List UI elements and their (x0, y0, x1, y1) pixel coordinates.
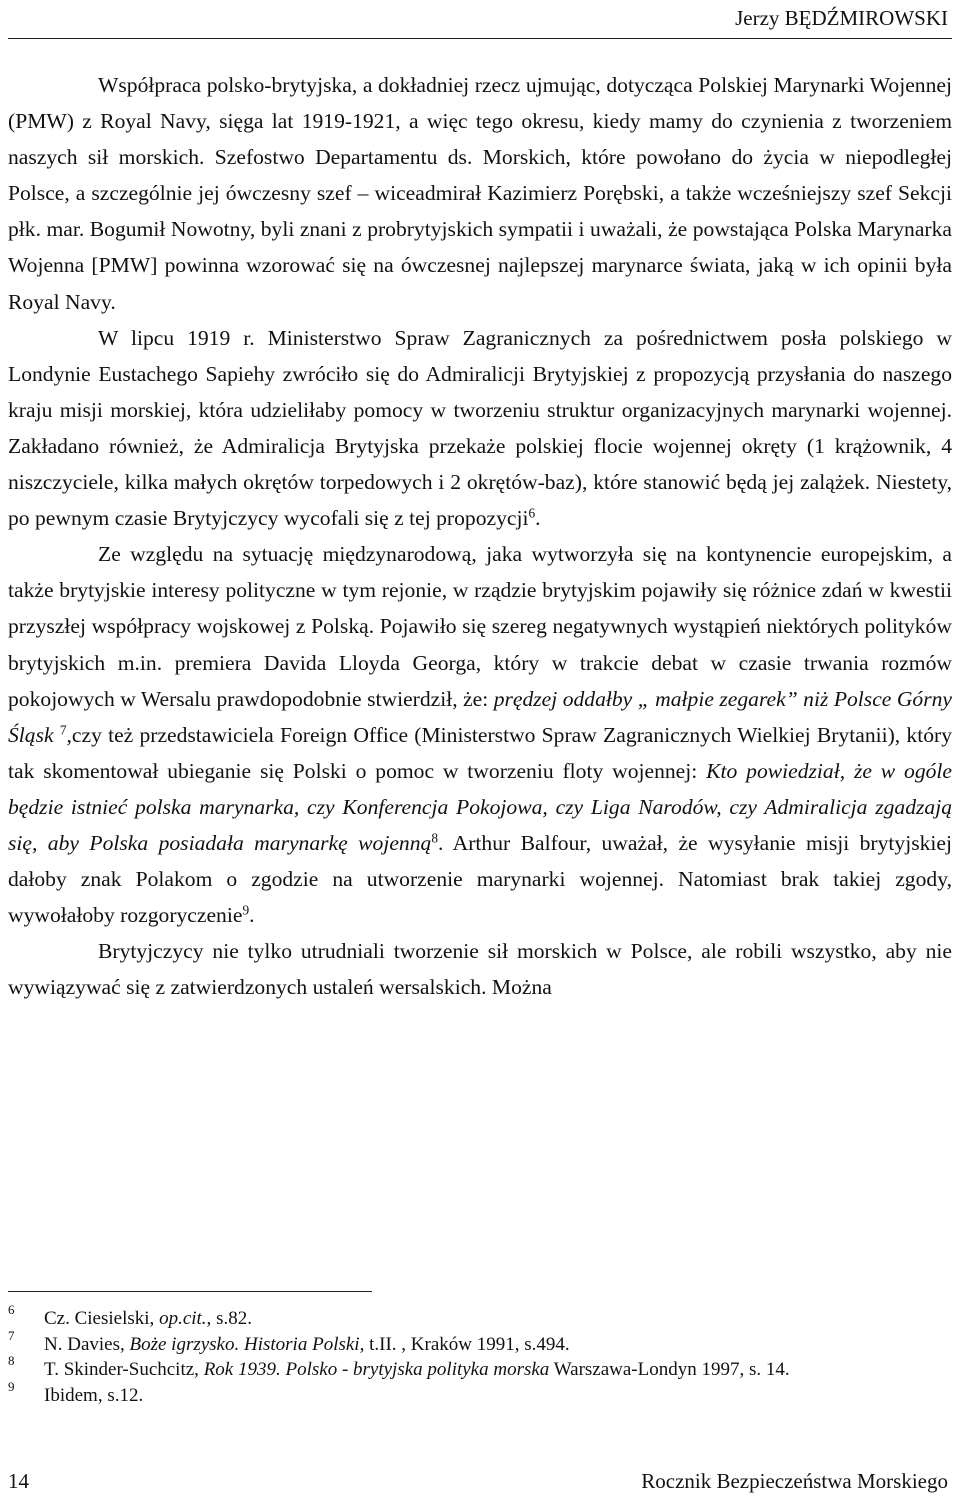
paragraph-3: Ze względu na sytuację międzynarodową, jaka wytworzyła się na kontynencie europejskim, a także brytyjskie interesy polityczne w tym rejonie, w rządzie brytyjskim pojawiły się różnice zdań w kwestii przyszłej współpracy wojskowej z Polską. Pojawiło się szereg negatywnych wystąpień niektórych polityków brytyjskich m.in. premiera Davida Lloyda Georga, który w trakcie debat w czasie trwania rozmów pokojowych w Wersalu prawdopodobnie stwierdził, że: prędzej oddałby „ małpie zegarek” niż Polsce Górny Śląsk $^7$,czy też przedstawiciela Foreign Office (Ministerstwo Spraw Zagranicznych Wielkiej Brytanii), który tak skomentował ubieganie się Polski o pomoc w tworzeniu floty wojennej: Kto powiedział, że w ogóle będzie istnieć polska marynarka, czy Konferencja Pokojowa, czy Liga Narodów, czy Admiralicja zgadzają się, aby Polska posiadała marynarkę wojenną$^8$. Arthur Balfour, uważał, że wysyłanie misji brytyjskiej dałoby znak Polakom o zgodzie na utworzenie marynarki wojennej. Natomiast brak takiej zgody, wywołałoby rozgoryczenie$^9$. (8, 542, 953, 928)
footnote-number: 6 (8, 1302, 15, 1317)
footnote-6: 6 Cz. Ciesielski, op.cit., s.82. (8, 1306, 952, 1332)
footnote-number: 8 (8, 1353, 15, 1368)
paragraph-2: W lipcu 1919 r. Ministerstwo Spraw Zagranicznych za pośrednictwem posła polskiego w Londynie Eustachego Sapiehy zwróciło się do Admiralicji Brytyjskiej z propozycją przysłania do naszego kraju misji morskiej, która udzieliłaby pomocy w tworzeniu struktur organizacyjnych marynarki wojennej. Zakładano również, że Admiralicja Brytyjska przekaże polskiej flocie wojennej okręty (1 krążownik, 4 niszczyciele, kilka małych okrętów torpedowych i 2 okrętów-baz), które stanowić będą jej zalążek. Niestety, po pewnym czasie Brytyjczycy wycofali się z tej propozycji$^6$. (8, 325, 952, 531)
footnote-number: 9 (8, 1378, 15, 1394)
article-body (8, 67, 952, 1005)
footnote-9: 9 Ibidem, s.12. (8, 1383, 952, 1409)
footnote-ref-6[interactable]: 6 (528, 505, 536, 521)
journal-title: Rocznik Bezpieczeństwa Morskiego (641, 1469, 948, 1493)
footnote-7: 7 N. Davies, Boże igrzysko. Historia Polski, t.II. , Kraków 1991, s.494. (8, 1332, 952, 1358)
footnote-number: 7 (8, 1327, 15, 1343)
footnote-8: 8 T. Skinder-Suchcitz, Rok 1939. Polsko - brytyjska polityka morska Warszawa-Londyn 1997, s. 14. (8, 1357, 952, 1383)
paragraph-4: Brytyjczycy nie tylko utrudniali tworzenie sił morskich w Polsce, ale robili wszystko, aby nie wywiązywać się z zatwierdzonych ustaleń wersalskich. Można (8, 939, 952, 1000)
footnote-ref-7[interactable]: 7 (59, 722, 67, 738)
footnote-ref-8[interactable]: 8 (431, 830, 438, 846)
quote-lloyd-george: prędzej oddałby „ małpie zegarek” niż Polsce Górny Śląsk (8, 686, 953, 747)
header-author: Jerzy BĘDŹMIROWSKI (735, 6, 948, 30)
running-header (8, 0, 952, 40)
footnote-ref-9[interactable]: 9 (242, 902, 250, 918)
footnotes (8, 1302, 952, 1408)
running-footer (8, 1465, 952, 1495)
header-rule (8, 38, 952, 39)
paragraph-1: Współpraca polsko-brytyjska, a dokładniej rzecz ujmując, dotycząca Polskiej Marynarki Wojennej (PMW) z Royal Navy, sięga lat 1919-1921, a więc tego okresu, kiedy mamy do czynienia z tworzeniem naszych sił morskich. Szefostwo Departamentu ds. Morskich, które powołano do życia w niepodległej Polsce, a szczególnie jej ówczesny szef – wiceadmirał Kazimierz Porębski, a także wcześniejszy szef Sekcji płk. mar. Bogumił Nowotny, byli znani z probrytyjskich sympatii i uważali, że powstająca Polska Marynarka Wojenna [PMW] powinna wzorować się na ówczesnej najlepszej marynarce świata, jaką w ich opinii była Royal Navy. (8, 73, 952, 314)
page-number: 14 (8, 1469, 29, 1493)
quote-foreign-office: Kto powiedział, że w ogóle będzie istnieć polska marynarka, czy Konferencja Pokojowa, czy Liga Narodów, czy Admiralicja zgadzają się, aby Polska posiadała marynarkę wojenną (8, 758, 952, 855)
footnote-separator (8, 1291, 372, 1292)
